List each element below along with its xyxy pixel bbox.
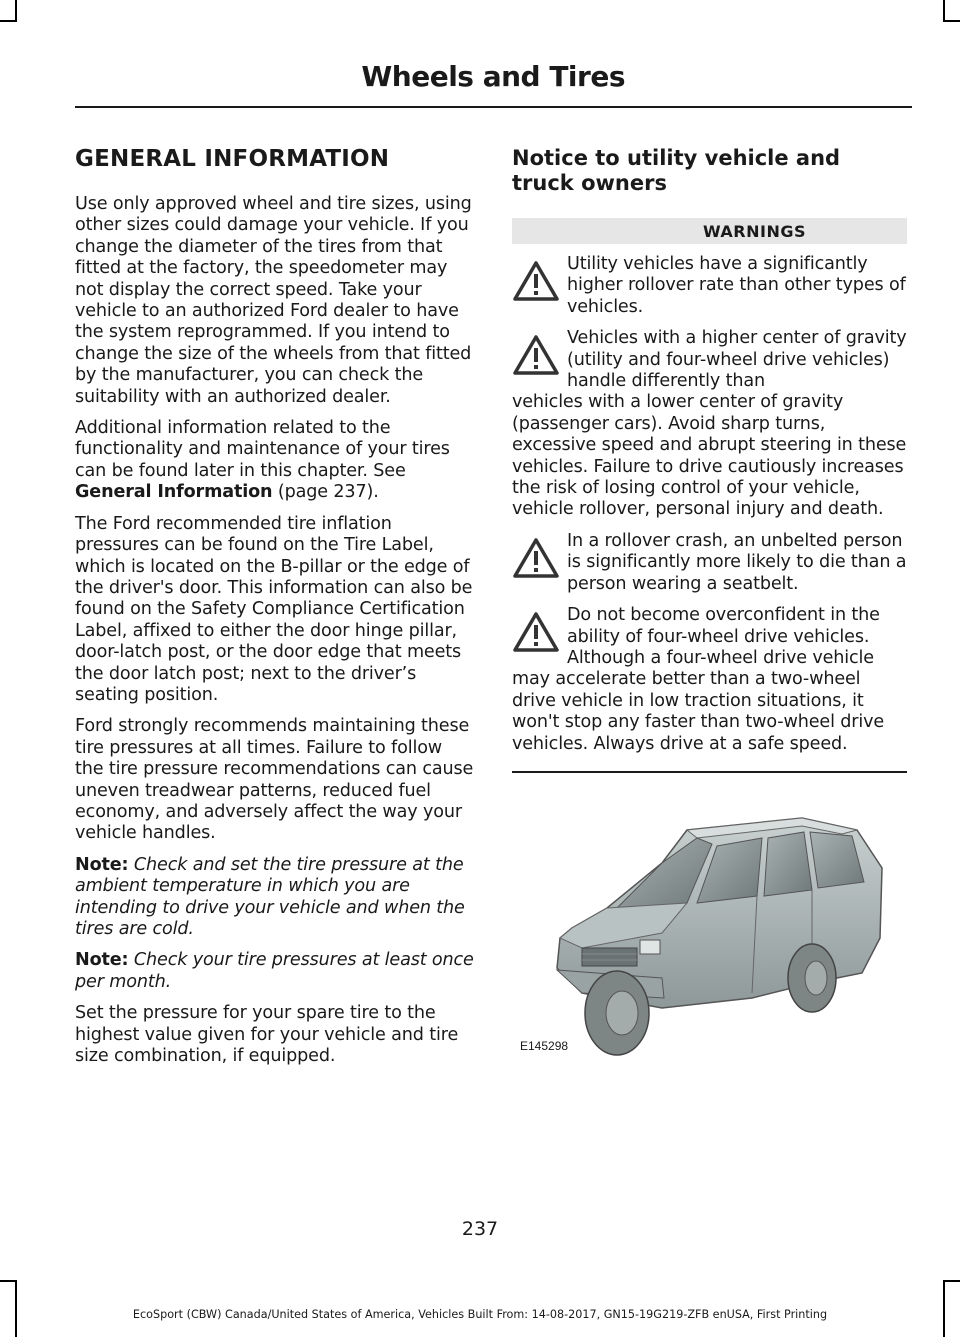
cross-reference-link[interactable]: General Information: [75, 482, 273, 503]
warning-item: [512, 605, 907, 755]
right-column: [512, 146, 907, 773]
warning-text: Do not become overconfident in the ability of four-wheel drive vehicles. Although a four-wheel drive vehicle: [567, 605, 880, 668]
header-rule: [75, 106, 912, 108]
image-code: E145298: [520, 1039, 569, 1053]
note: [75, 950, 475, 993]
warning-text: In a rollover crash, an unbelted person is significantly more likely to die than a person wearing a seatbelt.: [567, 530, 907, 594]
warning-text-continued: may accelerate better than a two-wheel drive vehicle in low traction situations, it won't stop any faster than two-wheel drive vehicles. Always drive at a safe speed.: [512, 669, 885, 754]
warning-triangle-icon: [512, 334, 560, 376]
page-reference: (page 237).: [272, 482, 379, 503]
note-text: Check and set the tire pressure at the ambient temperature in which you are intending to drive your vehicle and when the tires are cold.: [75, 854, 465, 939]
warning-triangle-icon: [512, 611, 560, 653]
warnings-header: WARNINGS: [512, 218, 907, 244]
warning-text-continued: vehicles with a lower center of gravity (passenger cars). Avoid sharp turns, excessive speed and abrupt steering in these vehicles. Failure to drive cautiously increases the risk of losing control of your vehicle, vehicle rollover, personal injury and death.: [512, 392, 907, 520]
warning-triangle-icon: [512, 260, 560, 302]
note-label: Note:: [75, 950, 129, 971]
section-rule: [512, 771, 907, 773]
crop-mark: [0, 20, 17, 22]
section-heading: Notice to utility vehicle and truck owners: [512, 146, 841, 195]
section-heading: GENERAL INFORMATION: [75, 146, 390, 172]
crop-mark: [943, 1280, 960, 1282]
note-text: Check your tire pressures at least once per month.: [75, 950, 474, 992]
paragraph: The Ford recommended tire inflation pressures can be found on the Tire Label, which is located on the B-pillar or the edge of the driver's door. This information can also be found on the Safety Compliance Certification Label, affixed to either the door hinge pillar, door-latch post, or the door edge that meets the door latch post; next to the driver’s seating position.: [75, 513, 473, 705]
page-number: 237: [461, 1218, 499, 1240]
note: [75, 855, 475, 941]
crop-mark: [0, 1280, 17, 1282]
warning-item: [512, 328, 907, 521]
warning-item: [512, 254, 907, 318]
crop-mark: [943, 0, 945, 22]
footer-text: EcoSport (CBW) Canada/United States of America, Vehicles Built From: 14-08-2017, GN15-19G219-ZFB enUSA, First Printing: [132, 1308, 828, 1321]
warning-text: Utility vehicles have a significantly higher rollover rate than other types of vehicles.: [567, 254, 906, 317]
left-column: [75, 146, 475, 1077]
crop-mark: [15, 0, 17, 22]
warning-triangle-icon: [512, 537, 560, 579]
page-header-title: Wheels and Tires: [361, 60, 625, 93]
paragraph-text: Additional information related to the functionality and maintenance of your tires can be found later in this chapter. See: [75, 418, 450, 481]
paragraph: Ford strongly recommends maintaining these tire pressures at all times. Failure to follow the tire pressure recommendations can cause uneven treadwear patterns, reduced fuel economy, and adversely affect the way your vehicle handles.: [75, 716, 474, 844]
warning-item: [512, 531, 907, 595]
utility-vehicle-illustration: [512, 808, 907, 1058]
crop-mark: [943, 20, 960, 22]
note-label: Note:: [75, 854, 129, 875]
paragraph-cross-reference: [75, 418, 475, 504]
paragraph: Use only approved wheel and tire sizes, using other sizes could damage your vehicle. If you change the diameter of the tires from that fitted at the factory, the speedometer may not display the correct speed. Take your vehicle to an authorized Ford dealer to have the system reprogrammed. If you intend to change the size of the wheels from that fitted by the manufacturer, you can check the suitability with an authorized dealer.: [75, 194, 472, 407]
warning-text: Vehicles with a higher center of gravity (utility and four-wheel drive vehicles) handle differently than: [567, 328, 907, 392]
paragraph: Set the pressure for your spare tire to the highest value given for your vehicle and tire size combination, if equipped.: [75, 1003, 459, 1067]
